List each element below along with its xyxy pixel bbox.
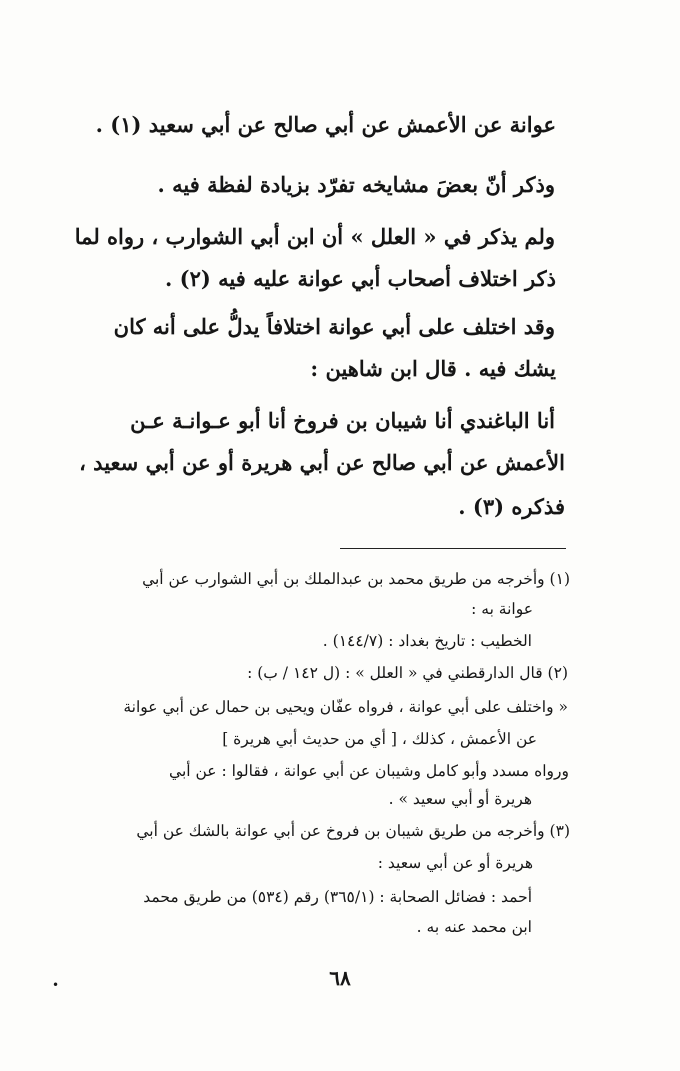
body-line: فذكره (٣) .	[458, 494, 565, 519]
footnote-line: ابن محمد عنه به .	[416, 918, 532, 936]
footnote-separator	[340, 548, 566, 549]
footnote-line: ورواه مسدد وأبو كامل وشيبان عن أبي عوانة ، فقالوا : عن أبي	[169, 762, 569, 780]
body-line: ولم يذكر في « العلل » أن ابن أبي الشوارب ، رواه لما	[74, 224, 555, 249]
footnote-line: (١) وأخرجه من طريق محمد بن عبدالملك بن أبي الشوارب عن أبي	[142, 570, 570, 588]
footnote-line: هريرة أو عن أبي سعيد :	[377, 854, 533, 872]
body-line: وذكر أنّ بعضَ مشايخه تفرّد بزيادة لفظة فيه .	[157, 172, 555, 197]
body-line: عوانة عن الأعمش عن أبي صالح عن أبي سعيد (١) .	[95, 112, 556, 137]
footnote-line: « واختلف على أبي عوانة ، فرواه عفّان ويحيى بن حمال عن أبي عوانة	[123, 698, 568, 716]
body-line: يشك فيه . قال ابن شاهين :	[310, 356, 556, 381]
footnote-line: (٣) وأخرجه من طريق شيبان بن فروخ عن أبي عوانة بالشك عن أبي	[136, 822, 570, 840]
footnote-line: أحمد : فضائل الصحابة : (٣٦٥/١) رقم (٥٣٤) من طريق محمد	[143, 888, 532, 906]
footnote-line: هريرة أو أبي سعيد » .	[388, 790, 532, 808]
footnote-line: الخطيب : تاريخ بغداد : (١٤٤/٧) .	[322, 632, 532, 650]
footnote-line: عن الأعمش ، كذلك ، [ أي من حديث أبي هريرة ]	[222, 730, 537, 748]
body-line: أنا الباغندي أنا شيبان بن فروخ أنا أبو عـوانـة عـن	[130, 408, 555, 433]
body-line: ذكر اختلاف أصحاب أبي عوانة عليه فيه (٢) .	[165, 266, 556, 291]
margin-mark: •	[52, 978, 60, 992]
page-number: ٦٨	[329, 966, 351, 990]
body-line: وقد اختلف على أبي عوانة اختلافاً يدلُّ على أنه كان	[113, 314, 555, 339]
footnote-line: (٢) قال الدارقطني في « العلل » : (ل ١٤٢ / ب) :	[247, 664, 568, 682]
footnote-line: عوانة به :	[471, 600, 533, 618]
body-line: الأعمش عن أبي صالح عن أبي هريرة أو عن أبي سعيد ،	[79, 450, 565, 475]
